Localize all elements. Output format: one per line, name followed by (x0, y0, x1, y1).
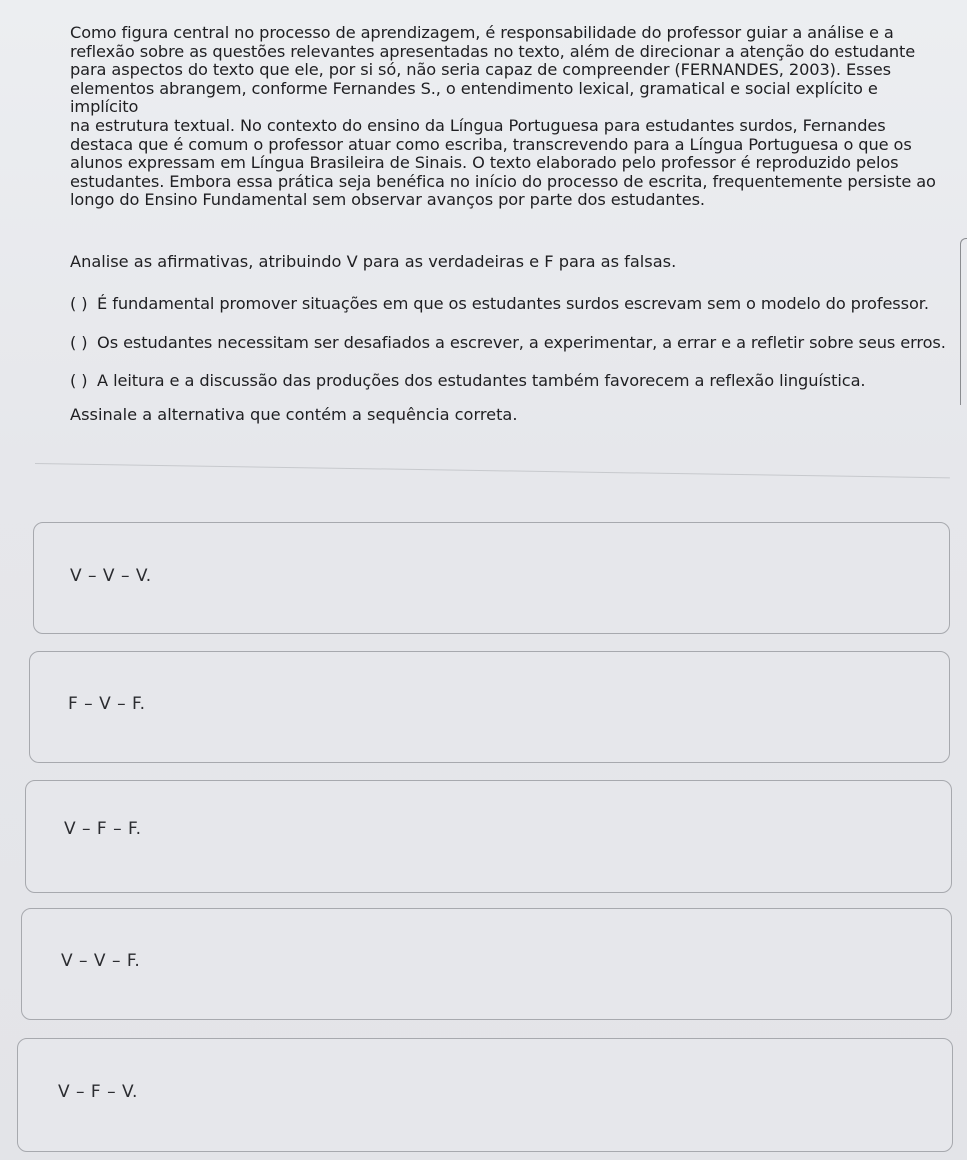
paragraph-line: elementos abrangem, conforme Fernandes S., o entendimento lexical, gramatical e social explícito e implícito (70, 78, 878, 117)
option-label: V – F – V. (58, 1082, 138, 1102)
statement-paren: ( ) (70, 294, 88, 313)
statement-paren: ( ) (70, 371, 88, 390)
answer-prompt: Assinale a alternativa que contém a sequência correta. (70, 405, 518, 424)
option-b[interactable] (29, 651, 950, 763)
scrollbar-edge (960, 238, 967, 405)
option-label: V – F – F. (64, 819, 142, 839)
paragraph-line: para aspectos do texto que ele, por si só, não seria capaz de compreender (FERNANDES, 2003). Esses (70, 60, 891, 80)
option-label: V – V – F. (61, 951, 141, 971)
option-d[interactable] (21, 908, 952, 1020)
statement-text: A leitura e a discussão das produções dos estudantes também favorecem a reflexão linguística. (97, 371, 866, 390)
paragraph-line: estudantes. Embora essa prática seja benéfica no início do processo de escrita, frequentemente persiste ao (70, 171, 936, 191)
option-label: V – V – V. (70, 566, 152, 586)
option-label: F – V – F. (68, 694, 146, 714)
statement-2 (70, 333, 946, 352)
statement-paren: ( ) (70, 333, 88, 352)
question-block (70, 23, 950, 424)
statement-text: É fundamental promover situações em que os estudantes surdos escrevam sem o modelo do professor. (97, 294, 929, 313)
instruction-text: Analise as afirmativas, atribuindo V para as verdadeiras e F para as falsas. (70, 252, 677, 271)
divider (35, 463, 950, 478)
statement-3 (70, 371, 865, 390)
statement-1 (70, 294, 929, 313)
paragraph-line: destaca que é comum o professor atuar como escriba, transcrevendo para a Língua Portuguesa o que os (70, 134, 912, 154)
option-c[interactable] (25, 780, 952, 893)
paragraph-line: alunos expressam em Língua Brasileira de Sinais. O texto elaborado pelo professor é reproduzido pelos (70, 153, 899, 173)
question-paragraph (70, 24, 950, 210)
paragraph-line: longo do Ensino Fundamental sem observar avanços por parte dos estudantes. (70, 190, 705, 210)
paragraph-line: Como figura central no processo de aprendizagem, é responsabilidade do professor guiar a análise e a (70, 23, 894, 42)
option-e[interactable] (17, 1038, 953, 1152)
paragraph-line: reflexão sobre as questões relevantes apresentadas no texto, além de direcionar a atenção do estudante (70, 41, 916, 61)
statement-text: Os estudantes necessitam ser desafiados a escrever, a experimentar, a errar e a refletir sobre seus erros. (97, 333, 946, 352)
paragraph-line: na estrutura textual. No contexto do ensino da Língua Portuguesa para estudantes surdos, Fernandes (70, 115, 886, 135)
option-a[interactable] (33, 522, 950, 634)
